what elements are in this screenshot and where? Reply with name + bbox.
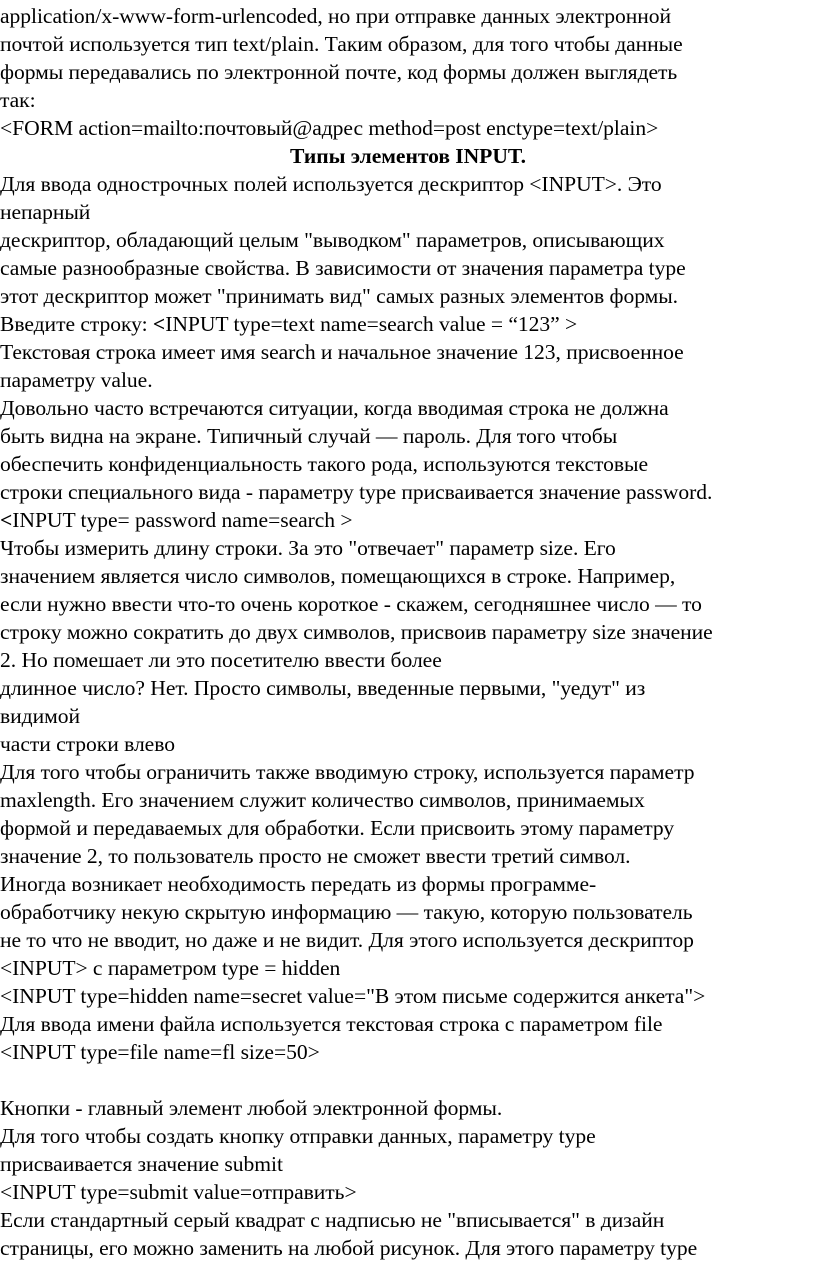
text-line: строку можно сократить до двух символов, присвоив параметру size значение — [0, 620, 713, 644]
text-line: Кнопки - главный элемент любой электронной формы. — [0, 1096, 503, 1120]
text-line: maxlength. Его значением служит количество символов, принимаемых — [0, 788, 645, 812]
code-line — [0, 506, 353, 534]
text-line: <INPUT> с параметром type = hidden — [0, 956, 341, 980]
text-line: Для того чтобы ограничить также вводимую строку, используется параметр — [0, 760, 695, 784]
text-line: Для ввода имени файла используется текстовая строка с параметром file — [0, 1012, 663, 1036]
text-line: application/x-www-form-urlencoded, но при отправке данных электронной — [0, 4, 672, 28]
text-line: Чтобы измерить длину строки. За это "отвечает" параметр size. Его — [0, 536, 616, 560]
text-line: 2. Но помешает ли это посетителю ввести более — [0, 648, 442, 672]
text-line: Текстовая строка имеет имя search и начальное значение 123, присвоенное — [0, 340, 684, 364]
code-line — [0, 310, 577, 338]
text-line: значением является число символов, помещающихся в строке. Например, — [0, 564, 676, 588]
code-line: <INPUT type=file name=fl size=50> — [0, 1040, 320, 1064]
text-line: видимой — [0, 704, 80, 728]
code-bracket: < — [152, 312, 166, 336]
text-line: быть видна на экране. Типичный случай — пароль. Для того чтобы — [0, 424, 618, 448]
code-line: <FORM action=mailto:почтовый@адрес method=post enctype=text/plain> — [0, 116, 659, 140]
text-line: формой и передаваемых для обработки. Если присвоить этому параметру — [0, 816, 675, 840]
text-line: не то что не вводит, но даже и не видит. Для этого используется дескриптор — [0, 928, 694, 952]
text-segment: Введите строку: — [0, 312, 153, 336]
code-line: <INPUT type=submit value=отправить> — [0, 1180, 357, 1204]
text-line: непарный — [0, 200, 91, 224]
text-line: Иногда возникает необходимость передать из формы программе- — [0, 872, 597, 896]
section-heading: Типы элементов INPUT. — [290, 144, 526, 168]
text-line: присваивается значение submit — [0, 1152, 283, 1176]
text-line: дескриптор, обладающий целым "выводком" параметров, описывающих — [0, 228, 665, 252]
text-line: если нужно ввести что-то очень короткое - скажем, сегодняшнее число — то — [0, 592, 702, 616]
text-line: строки специального вида - параметру type присваивается значение password. — [0, 480, 713, 504]
text-line: Довольно часто встречаются ситуации, когда вводимая строка не должна — [0, 396, 669, 420]
text-line: обработчику некую скрытую информацию — такую, которую пользователь — [0, 900, 693, 924]
text-line: параметру value. — [0, 368, 153, 392]
text-line: части строки влево — [0, 732, 175, 756]
code-line: <INPUT type=hidden name=secret value="В этом письме содержится анкета"> — [0, 984, 706, 1008]
text-line: так: — [0, 88, 36, 112]
text-line: Если стандартный серый квадрат с надписью не "вписывается" в дизайн — [0, 1208, 665, 1232]
text-line: формы передавались по электронной почте, код формы должен выглядеть — [0, 60, 678, 84]
text-line: страницы, его можно заменить на любой рисунок. Для этого параметру type — [0, 1236, 698, 1260]
code-segment: INPUT type= password name=search > — [12, 508, 353, 532]
text-line: Для того чтобы создать кнопку отправки данных, параметру type — [0, 1124, 596, 1148]
text-line: длинное число? Нет. Просто символы, введенные первыми, "уедут" из — [0, 676, 646, 700]
text-line: почтой используется тип text/plain. Таким образом, для того чтобы данные — [0, 32, 683, 56]
text-line: Для ввода однострочных полей используется дескриптор <INPUT>. Это — [0, 172, 662, 196]
code-bracket: < — [0, 508, 13, 532]
text-line: самые разнообразные свойства. В зависимости от значения параметра type — [0, 256, 686, 280]
text-line: этот дескриптор может "принимать вид" самых разных элементов формы. — [0, 284, 679, 308]
code-segment: INPUT type=text name=search value = “123” > — [165, 312, 578, 336]
text-line: значение 2, то пользователь просто не сможет ввести третий символ. — [0, 844, 631, 868]
text-line: обеспечить конфиденциальность такого рода, используются текстовые — [0, 452, 649, 476]
